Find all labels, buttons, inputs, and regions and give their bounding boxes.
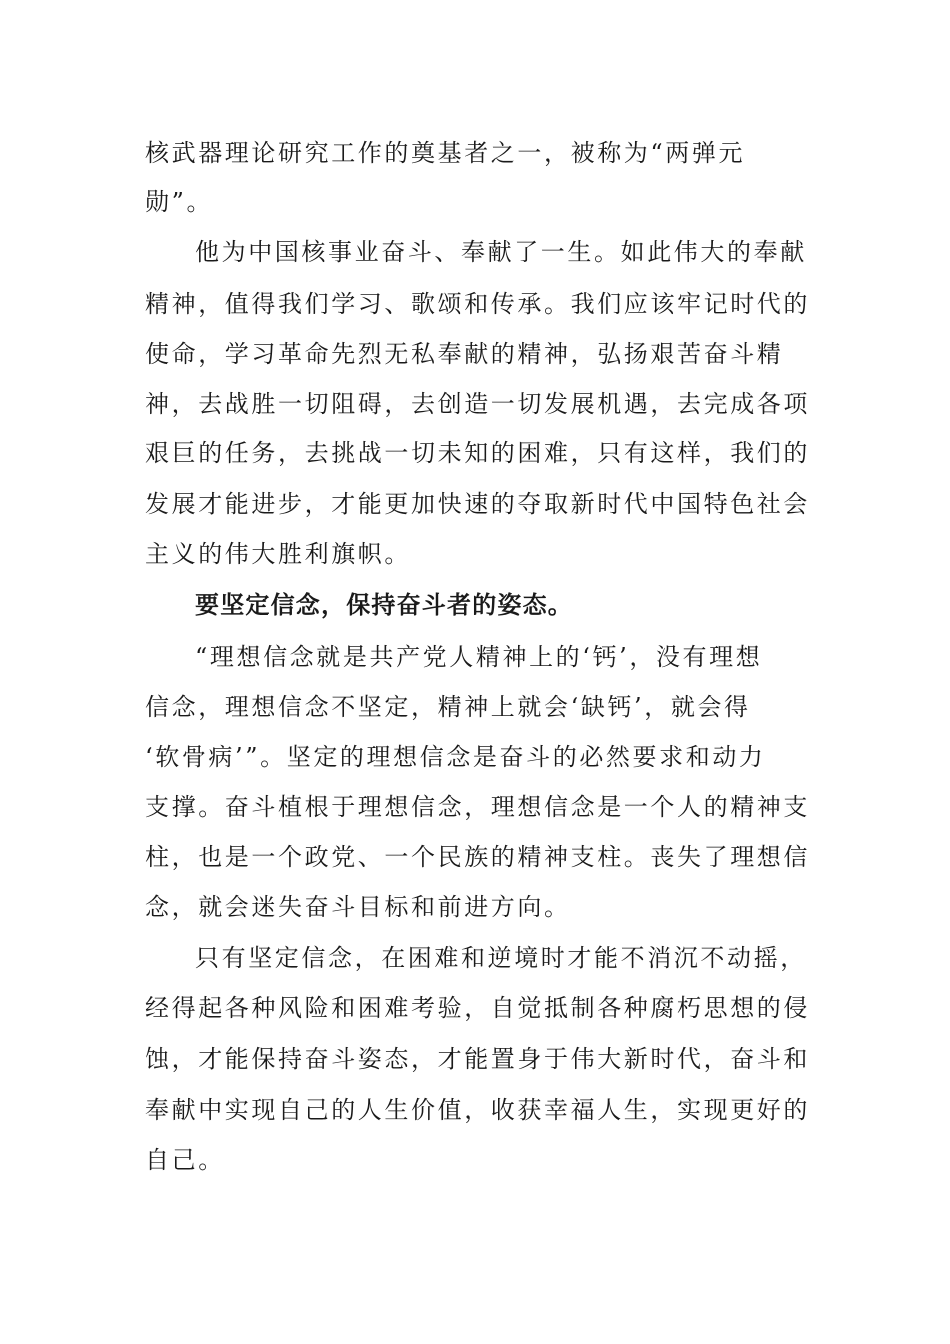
paragraph-2-line-3: 使命，学习革命先烈无私奉献的精神，弘扬艰苦奋斗精 xyxy=(145,340,784,368)
paragraph-1-line-2: 勋”。 xyxy=(145,188,214,216)
paragraph-3-line-4: 支撑。奋斗植根于理想信念，理想信念是一个人的精神支 xyxy=(145,793,810,821)
paragraph-3-line-5: 柱，也是一个政党、一个民族的精神支柱。丧失了理想信 xyxy=(145,843,810,871)
paragraph-4-line-3: 蚀，才能保持奋斗姿态，才能置身于伟大新时代，奋斗和 xyxy=(145,1045,810,1073)
paragraph-3-line-1: “理想信念就是共产党人精神上的‘钙’，没有理想 xyxy=(195,643,763,671)
paragraph-2-line-5: 艰巨的任务，去挑战一切未知的困难，只有这样，我们的 xyxy=(145,439,810,467)
paragraph-3-line-6: 念，就会迷失奋斗目标和前进方向。 xyxy=(145,893,571,921)
paragraph-4-line-2: 经得起各种风险和困难考验，自觉抵制各种腐朽思想的侵 xyxy=(145,994,810,1022)
paragraph-4-line-1: 只有坚定信念，在困难和逆境时才能不消沉不动摇， xyxy=(195,944,807,972)
paragraph-3-line-2: 信念，理想信念不坚定，精神上就会‘缺钙’，就会得 xyxy=(145,693,751,721)
section-heading: 要坚定信念，保持奋斗者的姿态。 xyxy=(195,591,573,619)
paragraph-2-line-2: 精神，值得我们学习、歌颂和传承。我们应该牢记时代的 xyxy=(145,290,810,318)
paragraph-2-line-4: 神，去战胜一切阻碍，去创造一切发展机遇，去完成各项 xyxy=(145,390,810,418)
paragraph-4-line-5: 自己。 xyxy=(145,1146,225,1174)
paragraph-4-line-4: 奉献中实现自己的人生价值，收获幸福人生，实现更好的 xyxy=(145,1096,810,1124)
paragraph-1-line-1: 核武器理论研究工作的奠基者之一，被称为“两弹元 xyxy=(145,139,746,167)
paragraph-2-line-1: 他为中国核事业奋斗、奉献了一生。如此伟大的奉献 xyxy=(195,238,807,266)
paragraph-2-line-7: 主义的伟大胜利旗帜。 xyxy=(145,540,411,568)
paragraph-3-line-3: ‘软骨病’”。坚定的理想信念是奋斗的必然要求和动力 xyxy=(145,743,766,771)
paragraph-2-line-6: 发展才能进步，才能更加快速的夺取新时代中国特色社会 xyxy=(145,490,810,518)
